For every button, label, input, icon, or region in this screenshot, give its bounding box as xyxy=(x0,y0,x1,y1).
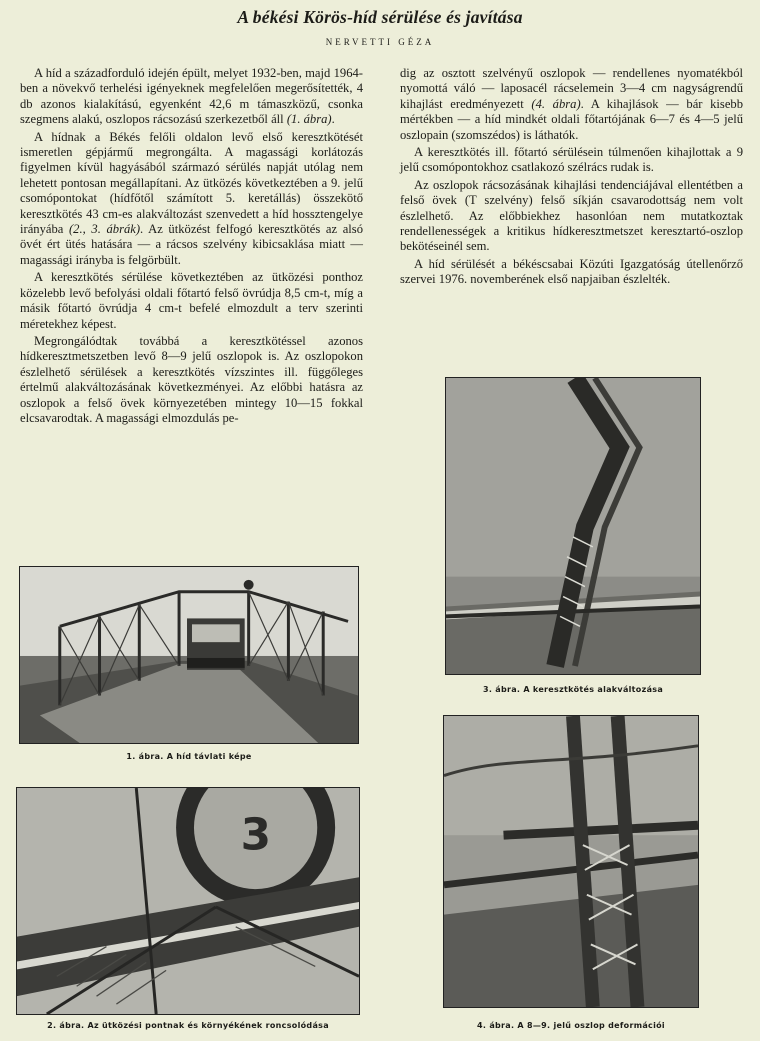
figure-3-caption: 3. ábra. A keresztkötés alakváltozása xyxy=(482,685,664,694)
figure-4-photo xyxy=(443,715,699,1008)
figure-1-photo xyxy=(19,566,359,744)
right-column-text xyxy=(400,66,743,290)
paragraph xyxy=(20,270,363,332)
paragraph xyxy=(20,334,363,426)
figure-4-caption: 4. ábra. A 8—9. jelű oszlop deformációi xyxy=(477,1021,665,1030)
text-run: A keresztkötés sérülése következtében az ütközési ponthoz közelebb levő befolyási oldali főtartó felső övrúdja 8,5 cm-t, míg a másik főtartó övrúdja 4 cm-t befelé elmozdult a terv szerinti méretekhez képest. xyxy=(20,270,363,331)
paragraph xyxy=(400,257,743,288)
text-run: dig az osztott szelvényű oszlopok — rendellenes nyomatékból nyomottá váló — laposacél rácselemein 3—4 cm nagyságrendű kihajlást eredményezett xyxy=(400,66,743,111)
paragraph xyxy=(400,66,743,143)
figure-reference: (2., 3. ábrák) xyxy=(68,222,141,237)
text-run: Az oszlopok rácsozásának kihajlási tendenciájával ellentétben a felső övek (T szelvény) felső síkján csavarodottság nem volt észlelhető. Az előbbiekhez hasonlóan nem mutatkoztak rendellenességek a kritikus hídkeresztmetszet keresztartó-oszlop bekötéseinél sem. xyxy=(400,177,743,254)
text-run: A híd sérülését a békéscsabai Közúti Igazgatóság útellenőrző szervei 1976. novemberének első napjaiban észlelték. xyxy=(400,256,743,287)
text-run: A híd a századforduló idején épült, melyet 1932-ben, majd 1964-ben a növekvő terhelési igényeknek megfelelően megerősítették, 4 db azonos kialakítású, egyenként 42,6 m támaszközű, csonka szegmens alakú, oszlopos rácsozású szerkezetből áll xyxy=(20,66,363,127)
paragraph xyxy=(400,178,743,255)
figure-2-photo xyxy=(16,787,360,1015)
figure-3-photo xyxy=(445,377,701,675)
figure-1-caption: 1. ábra. A híd távlati képe xyxy=(126,752,252,761)
text-run: . A kihajlások — bár kisebb mértékben — a híd mindkét oldali főtartójának 6—7 és 4—5 jelű oszlopain (szomszédos) is láthatók. xyxy=(400,96,743,142)
paragraph xyxy=(400,145,743,176)
figure-2-caption: 2. ábra. Az ütközési pontnak és környékének roncsolódása xyxy=(47,1021,329,1030)
paragraph xyxy=(20,130,363,269)
paragraph xyxy=(20,66,363,128)
figure-reference: (1. ábra) xyxy=(286,112,332,127)
article-author: NERVETTI GÉZA xyxy=(325,37,435,47)
figure-reference: (4. ábra) xyxy=(531,96,581,111)
text-run: Megrongálódtak továbbá a keresztkötéssel azonos hídkeresztmetszetben levő 8—9 jelű oszlopok is. Az oszlopokon észlelhető sérülések a keresztkötés vízszintes ill. függőleges értelmű alakváltozásának következményei. Az előbbi hatásra az oszlopok a felső övek környezetében mintegy 10—15 fokkal elcsavarodtak. A magassági elmozdulás pe- xyxy=(20,333,363,425)
text-run: A hídnak a Békés felőli oldalon levő első keresztkötését ismeretlen gépjármű megrongálta. A magassági korlátozás figyelmen kívül hagyásából származó sérülés napját utólag nem lehetett pontosan megállapítani. Az ütközés következtében a 9. jelű csomópontokat (hídfőtől számított 5. keretállás) összekötő keresztkötés 43 cm-es alakváltozást szenvedett a híd hossztengelye irányába xyxy=(20,129,363,237)
left-column-text xyxy=(20,66,363,428)
article-title: A békési Körös-híd sérülése és javítása xyxy=(237,7,523,27)
text-run: . xyxy=(331,112,335,127)
text-run: . Az ütközést felfogó keresztkötés az alsó övét ért ütés hatására — a rácsos szelvény kibicsaklása miatt — magassági irányba is felgörbült. xyxy=(20,222,363,267)
text-run: A keresztkötés ill. főtartó sérülésein túlmenően kihajlottak a 9 jelű csomópontokhoz csatlakozó szélrács rudak is. xyxy=(400,145,743,175)
svg-text:3: 3 xyxy=(240,809,272,861)
